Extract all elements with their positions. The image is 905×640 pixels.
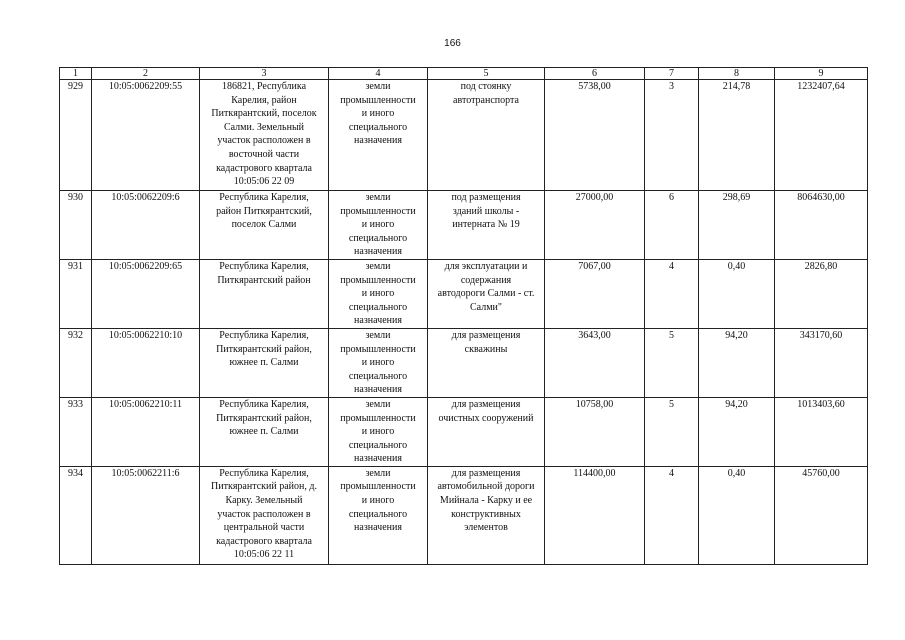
cell-cadastral-value: 1013403,60	[775, 397, 868, 466]
cell-address: Республика Карелия, Питкярантский район, южнее п. Салми	[200, 397, 329, 466]
cell-address: Республика Карелия, Питкярантский район, южнее п. Салми	[200, 328, 329, 397]
table-row	[60, 466, 868, 564]
cell-permitted-use: под стоянку автотранспорта	[428, 80, 545, 191]
cell-address: 186821, Республика Карелия, район Питкярантский, поселок Салми. Земельный участок расположен в восточной части кадастрового квартала 10:05:06 22 09	[200, 80, 329, 191]
cell-area: 7067,00	[545, 259, 645, 328]
cell-rate: 94,20	[699, 397, 775, 466]
cell-cadastral-value: 343170,60	[775, 328, 868, 397]
cell-address: Республика Карелия, Питкярантский район, д. Карку. Земельный участок расположен в центральной части кадастрового квартала 10:05:06 22 11	[200, 466, 329, 564]
cell-area: 3643,00	[545, 328, 645, 397]
cell-land-category: земли промышленности и иного специального назначения	[329, 328, 428, 397]
cell-land-category: земли промышленности и иного специального назначения	[329, 80, 428, 191]
cell-cadastral-value: 2826,80	[775, 259, 868, 328]
column-header-6: 6	[545, 68, 645, 80]
column-header-8: 8	[699, 68, 775, 80]
cell-group: 5	[645, 328, 699, 397]
cell-permitted-use: для размещения скважины	[428, 328, 545, 397]
column-header-4: 4	[329, 68, 428, 80]
cell-row-number: 933	[60, 397, 92, 466]
cell-rate: 94,20	[699, 328, 775, 397]
cell-row-number: 930	[60, 191, 92, 260]
table-row	[60, 80, 868, 191]
column-header-7: 7	[645, 68, 699, 80]
cell-permitted-use: под размещения зданий школы - интерната № 19	[428, 191, 545, 260]
cell-group: 3	[645, 80, 699, 191]
column-header-1: 1	[60, 68, 92, 80]
column-header-2: 2	[92, 68, 200, 80]
cell-land-category: земли промышленности и иного специального назначения	[329, 466, 428, 564]
table-row	[60, 328, 868, 397]
table-body	[60, 80, 868, 565]
header-row	[60, 68, 868, 80]
cell-cadastral-number: 10:05:0062210:10	[92, 328, 200, 397]
cell-land-category: земли промышленности и иного специального назначения	[329, 259, 428, 328]
column-header-5: 5	[428, 68, 545, 80]
cadastral-table	[59, 67, 868, 565]
cell-rate: 214,78	[699, 80, 775, 191]
column-header-3: 3	[200, 68, 329, 80]
cell-group: 4	[645, 259, 699, 328]
cell-cadastral-value: 1232407,64	[775, 80, 868, 191]
cell-permitted-use: для размещения очистных сооружений	[428, 397, 545, 466]
cell-rate: 298,69	[699, 191, 775, 260]
cell-address: Республика Карелия, район Питкярантский, поселок Салми	[200, 191, 329, 260]
table-row	[60, 191, 868, 260]
cell-area: 5738,00	[545, 80, 645, 191]
column-header-9: 9	[775, 68, 868, 80]
cell-land-category: земли промышленности и иного специального назначения	[329, 397, 428, 466]
cell-land-category: земли промышленности и иного специального назначения	[329, 191, 428, 260]
cell-cadastral-number: 10:05:0062210:11	[92, 397, 200, 466]
cell-area: 27000,00	[545, 191, 645, 260]
cell-cadastral-number: 10:05:0062209:6	[92, 191, 200, 260]
cell-group: 4	[645, 466, 699, 564]
cell-cadastral-number: 10:05:0062209:65	[92, 259, 200, 328]
table-row	[60, 259, 868, 328]
cell-area: 10758,00	[545, 397, 645, 466]
cell-address: Республика Карелия, Питкярантский район	[200, 259, 329, 328]
cell-cadastral-number: 10:05:0062209:55	[92, 80, 200, 191]
cell-cadastral-value: 8064630,00	[775, 191, 868, 260]
cell-permitted-use: для эксплуатации и содержания автодороги Салми - ст. Салми"	[428, 259, 545, 328]
cell-group: 5	[645, 397, 699, 466]
cell-area: 114400,00	[545, 466, 645, 564]
table-header	[60, 68, 868, 80]
cell-rate: 0,40	[699, 259, 775, 328]
cell-group: 6	[645, 191, 699, 260]
cell-row-number: 934	[60, 466, 92, 564]
cell-row-number: 929	[60, 80, 92, 191]
cell-cadastral-number: 10:05:0062211:6	[92, 466, 200, 564]
table-row	[60, 397, 868, 466]
cell-cadastral-value: 45760,00	[775, 466, 868, 564]
cell-row-number: 932	[60, 328, 92, 397]
cell-rate: 0,40	[699, 466, 775, 564]
cell-permitted-use: для размещения автомобильной дороги Мийнала - Карку и ее конструктивных элементов	[428, 466, 545, 564]
cell-row-number: 931	[60, 259, 92, 328]
page-number: 166	[444, 38, 461, 49]
